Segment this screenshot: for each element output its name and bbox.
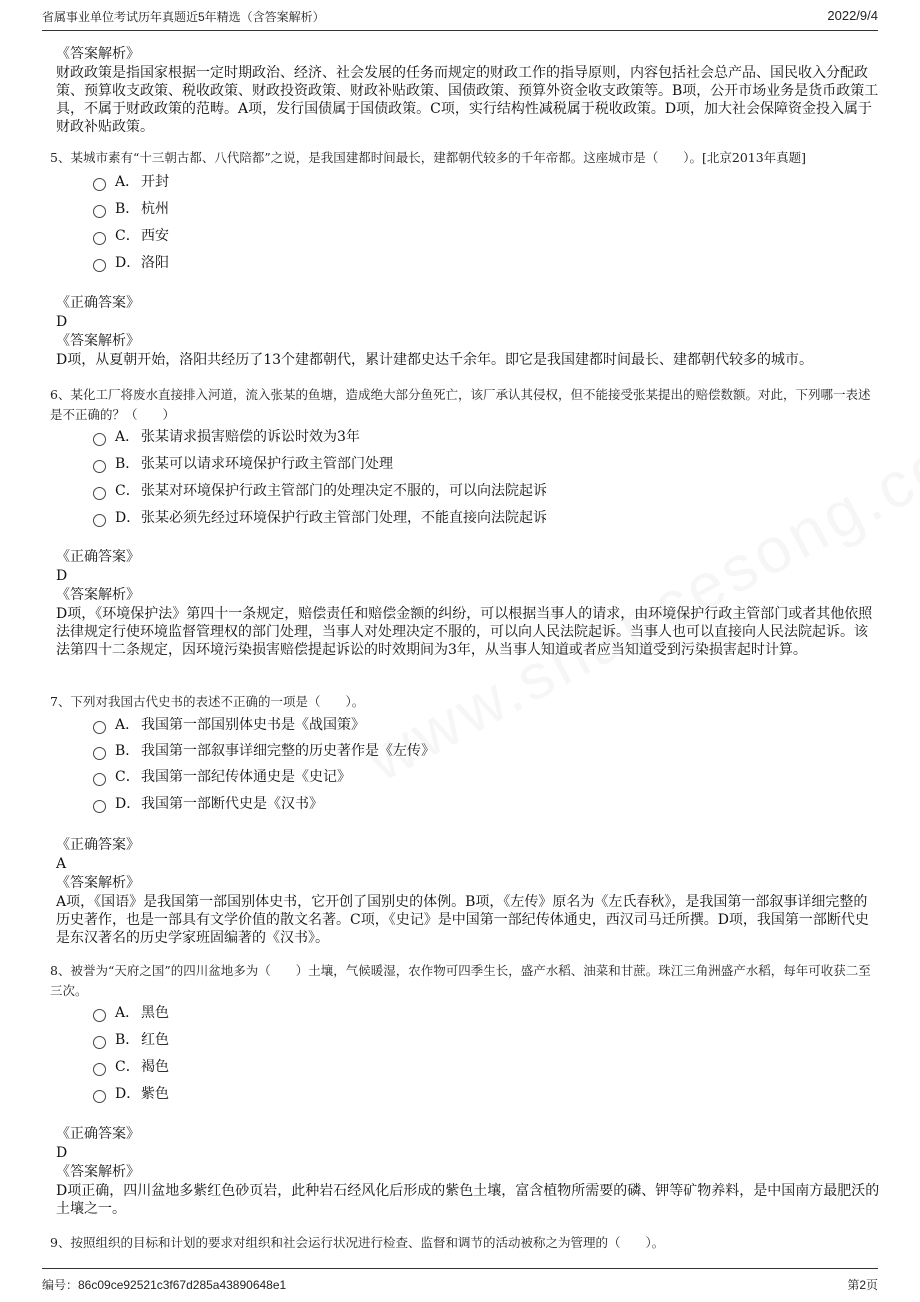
option-text: 西安: [141, 228, 169, 244]
radio-icon[interactable]: [93, 721, 106, 734]
question-7: 7、下列对我国古代史书的表述不正确的一项是（ ）。: [50, 694, 365, 709]
option-6b[interactable]: B． 张某可以请求环境保护行政主管部门处理: [93, 452, 393, 474]
radio-icon[interactable]: [93, 487, 106, 500]
explanation-label: 《答案解析》: [56, 333, 140, 349]
option-6d[interactable]: D． 张某必须先经过环境保护行政主管部门处理，不能直接向法院起诉: [93, 506, 547, 528]
radio-icon[interactable]: [93, 1009, 106, 1022]
option-8a[interactable]: A． 黑色: [93, 1001, 169, 1023]
explanation-text: D项，从夏朝开始，洛阳共经历了13个建都朝代，累计建都史达千余年。即它是我国建都时间最长、建都朝代较多的城市。: [56, 352, 814, 368]
document-title: 省属事业单位考试历年真题近5年精选（含答案解析）: [42, 10, 325, 24]
option-text: 红色: [141, 1032, 169, 1048]
radio-icon[interactable]: [93, 232, 106, 245]
explanation-text: 财政政策是指国家根据一定时期政治、经济、社会发展的任务而规定的财政工作的指导原则，内容包括社会总产品、国民收入分配政策、预算收支政策、税收政策、财政投资政策、财政补贴政策、国债政策、预算外资金收支政策等。B项，公开市场业务是货币政策工具，不属于财政政策的范畴。A项，发行国债属于国债政策。C项，实行结构性减税属于税收政策。D项，加大社会保障资金投入属于财政补贴政策。: [56, 65, 879, 135]
option-text: 黑色: [141, 1005, 169, 1021]
option-5c[interactable]: C． 西安: [93, 224, 169, 246]
option-text: 开封: [141, 174, 169, 190]
option-6a[interactable]: A． 张某请求损害赔偿的诉讼时效为3年: [93, 425, 360, 447]
page-number: 第2页: [847, 1278, 878, 1292]
radio-icon[interactable]: [93, 514, 106, 527]
radio-icon[interactable]: [93, 259, 106, 272]
explanation-text: D项，《环境保护法》第四十一条规定，赔偿责任和赔偿金额的纠纷，可以根据当事人的请求，由环境保护行政主管部门或者其他依照法律规定行使环境监督管理权的部门处理，当事人对处理决定不服的，可以向人民法院起诉。当事人也可以直接向人民法院起诉。该法第四十二条规定，因环境污染损害赔偿提起诉讼的时效期间为3年，从当事人知道或者应当知道受到污染损害起时计算。: [56, 606, 873, 658]
option-text: 我国第一部纪传体通史是《史记》: [141, 769, 351, 785]
radio-icon[interactable]: [93, 205, 106, 218]
radio-icon[interactable]: [93, 178, 106, 191]
document-code: 编号：86c09ce92521c3f67d285a43890648e1: [42, 1278, 287, 1292]
option-5d[interactable]: D． 洛阳: [93, 251, 169, 273]
option-text: 张某请求损害赔偿的诉讼时效为3年: [141, 429, 360, 445]
answer-value: A: [56, 856, 67, 872]
explanation-label: 《答案解析》: [56, 875, 140, 891]
answer-label: 《正确答案》: [56, 295, 140, 311]
option-text: 张某必须先经过环境保护行政主管部门处理，不能直接向法院起诉: [141, 510, 547, 526]
option-text: 我国第一部国别体史书是《战国策》: [141, 717, 365, 733]
option-text: 洛阳: [141, 255, 169, 271]
option-text: 杭州: [141, 201, 169, 217]
question-9: 9、按照组织的目标和计划的要求对组织和社会运行状况进行检查、监督和调节的活动被称之为管理的（ ）。: [50, 1235, 665, 1250]
explanation-label: 《答案解析》: [56, 1164, 140, 1180]
option-5a[interactable]: A． 开封: [93, 170, 169, 192]
answer-value: D: [56, 1145, 68, 1161]
option-text: 紫色: [141, 1086, 169, 1102]
option-8c[interactable]: C． 褐色: [93, 1055, 169, 1077]
document-date: 2022/9/4: [827, 8, 878, 23]
radio-icon[interactable]: [93, 747, 106, 760]
radio-icon[interactable]: [93, 1090, 106, 1103]
option-text: 张某可以请求环境保护行政主管部门处理: [141, 456, 393, 472]
question-6: 6、某化工厂将废水直接排入河道，流入张某的鱼塘，造成绝大部分鱼死亡，该厂承认其侵权，但不能接受张某提出的赔偿数额。对此，下列哪一表述是不正确的？（ ）: [50, 387, 871, 422]
option-7c[interactable]: C． 我国第一部纪传体通史是《史记》: [93, 765, 351, 787]
page-footer: [42, 1268, 878, 1293]
option-6c[interactable]: C． 张某对环境保护行政主管部门的处理决定不服的，可以向法院起诉: [93, 479, 547, 501]
answer-value: D: [56, 314, 68, 330]
option-5b[interactable]: B． 杭州: [93, 197, 169, 219]
answer-value: D: [56, 568, 68, 584]
radio-icon[interactable]: [93, 460, 106, 473]
option-text: 我国第一部叙事详细完整的历史著作是《左传》: [141, 743, 435, 759]
explanation-label: 《答案解析》: [56, 46, 140, 62]
explanation-text: D项正确，四川盆地多紫红色砂页岩，此种岩石经风化后形成的紫色土壤，富含植物所需要的磷、钾等矿物养料，是中国南方最肥沃的土壤之一。: [56, 1183, 880, 1217]
radio-icon[interactable]: [93, 433, 106, 446]
radio-icon[interactable]: [93, 800, 106, 813]
option-8b[interactable]: B． 红色: [93, 1028, 169, 1050]
option-7b[interactable]: B． 我国第一部叙事详细完整的历史著作是《左传》: [93, 739, 435, 761]
explanation-label: 《答案解析》: [56, 587, 140, 603]
option-text: 张某对环境保护行政主管部门的处理决定不服的，可以向法院起诉: [141, 483, 547, 499]
explanation-text: A项，《国语》是我国第一部国别体史书，它开创了国别史的体例。B项，《左传》原名为《左氏春秋》，是我国第一部叙事详细完整的历史著作，也是一部具有文学价值的散文名著。C项，《史记》是中国第一部纪传体通史，西汉司马迁所撰。D项，我国第一部断代史是东汉著名的历史学家班固编著的《汉书》。: [56, 894, 869, 946]
radio-icon[interactable]: [93, 773, 106, 786]
question-8: 8、被誉为“天府之国”的四川盆地多为（ ）土壤，气候暖湿，农作物可四季生长，盛产水稻、油菜和甘蔗。珠江三角洲盛产水稻，每年可收获二至三次。: [50, 963, 871, 998]
option-text: 褐色: [141, 1059, 169, 1075]
question-5: 5、某城市素有“十三朝古都、八代陪都”之说，是我国建都时间最长，建都朝代较多的千年帝都。这座城市是（ ）。[北京2013年真题]: [50, 150, 807, 165]
page-header: [42, 8, 878, 31]
option-7a[interactable]: A． 我国第一部国别体史书是《战国策》: [93, 713, 365, 735]
radio-icon[interactable]: [93, 1063, 106, 1076]
radio-icon[interactable]: [93, 1036, 106, 1049]
answer-label: 《正确答案》: [56, 1126, 140, 1142]
answer-label: 《正确答案》: [56, 549, 140, 565]
option-8d[interactable]: D． 紫色: [93, 1082, 169, 1104]
answer-label: 《正确答案》: [56, 837, 140, 853]
option-7d[interactable]: D． 我国第一部断代史是《汉书》: [93, 792, 323, 814]
option-text: 我国第一部断代史是《汉书》: [141, 796, 323, 812]
